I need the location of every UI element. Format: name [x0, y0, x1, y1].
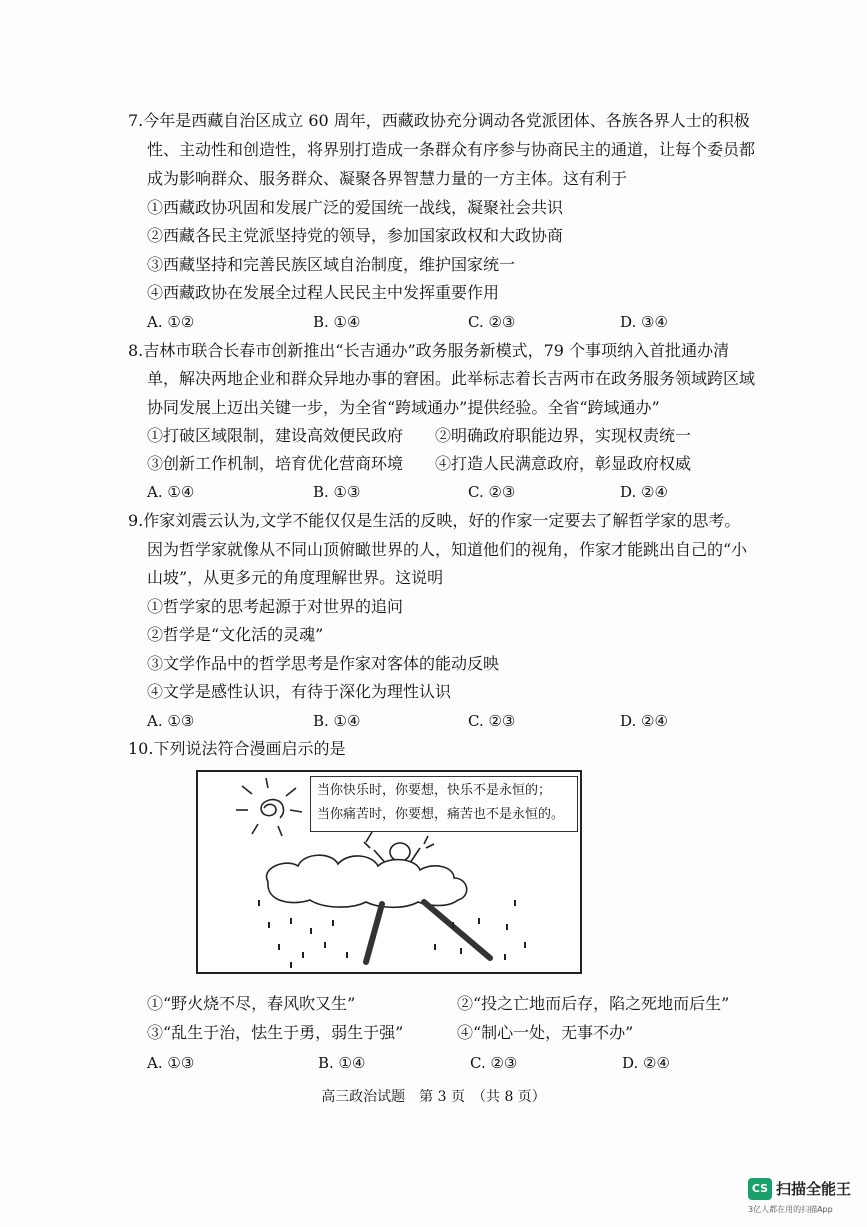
q9-option-c: C. ②③: [468, 712, 516, 730]
q7-option-b: B. ①④: [313, 313, 361, 331]
q10-option-c: C. ②③: [470, 1054, 518, 1072]
q10-option-b: B. ①④: [318, 1054, 366, 1072]
q10-statement: ②“投之亡地而后存，陷之死地而后生”: [457, 994, 730, 1013]
camscanner-logo-icon: CS: [748, 1178, 772, 1200]
speech-bubble: [310, 776, 578, 832]
q9-stem-line: 9.作家刘震云认为,文学不能仅仅是生活的反映，好的作家一定要去了解哲学家的思考。: [128, 511, 741, 530]
q7-statement: ①西藏政协巩固和发展广泛的爱国统一战线，凝聚社会共识: [147, 198, 564, 217]
q10-option-a: A. ①③: [147, 1054, 195, 1072]
q10-option-d: D. ②④: [622, 1054, 670, 1072]
q7-stem-line: 成为影响群众、服务群众、凝聚各界智慧力量的一方主体。这有利于: [147, 169, 628, 188]
q9-option-b: B. ①④: [313, 712, 361, 730]
q7-option-c: C. ②③: [468, 313, 516, 331]
q9-stem-line: 山坡”，从更多元的角度理解世界。这说明: [147, 568, 444, 587]
q10-statement: ①“野火烧不尽，春风吹又生”: [147, 994, 356, 1013]
q10-statement: ④“制心一处，无事不办”: [457, 1023, 634, 1042]
q7-option-d: D. ③④: [620, 313, 668, 331]
q7-option-a: A. ①②: [147, 313, 195, 331]
q8-stem-line: 8.吉林市联合长春市创新推出“长吉通办”政务服务新模式，79 个事项纳入首批通办清: [128, 341, 730, 360]
scanner-watermark: [748, 1176, 860, 1220]
q9-statement: ①哲学家的思考起源于对世界的追问: [147, 597, 404, 616]
q7-statement: ④西藏政协在发展全过程人民民主中发挥重要作用: [147, 283, 500, 302]
q9-option-d: D. ②④: [620, 712, 668, 730]
q8-stem-line: 协同发展上迈出关键一步，为全省“跨域通办”提供经验。全省“跨域通办”: [147, 398, 660, 417]
q7-stem-line: 性、主动性和创造性，将界别打造成一条群众有序参与协商民主的通道，让每个委员都: [147, 140, 756, 159]
q9-stem-line: 因为哲学家就像从不同山顶俯瞰世界的人，知道他们的视角，作家才能跳出自己的“小: [147, 540, 748, 559]
scanner-slogan: 3亿人都在用的扫描App: [748, 1205, 833, 1214]
q10-stem: 10.下列说法符合漫画启示的是: [128, 739, 346, 758]
q9-option-a: A. ①③: [147, 712, 195, 730]
q7-stem-line: 7.今年是西藏自治区成立 60 周年，西藏政协充分调动各党派团体、各族各界人士的积极: [128, 111, 750, 130]
scanner-brand: 扫描全能王: [776, 1180, 852, 1198]
bubble-line: 当你痛苦时，你要想，痛苦也不是永恒的。: [317, 807, 565, 822]
q9-statement: ③文学作品中的哲学思考是作家对客体的能动反映: [147, 654, 500, 673]
q8-option-b: B. ①③: [313, 483, 361, 501]
q8-statement: ①打破区域限制，建设高效便民政府 ②明确政府职能边界，实现权责统一: [147, 426, 692, 445]
q9-statement: ④文学是感性认识，有待于深化为理性认识: [147, 682, 452, 701]
q7-statement: ②西藏各民主党派坚持党的领导，参加国家政权和大政协商: [147, 226, 564, 245]
cloud-icon: [266, 855, 466, 907]
q8-option-a: A. ①④: [147, 483, 195, 501]
sun-icon: [236, 778, 302, 836]
q8-stem-line: 单，解决两地企业和群众异地办事的窘困。此举标志着长吉两市在政务服务领域跨区域: [147, 369, 756, 388]
page-footer: 高三政治试题 第 3 页 （共 8 页）: [321, 1089, 546, 1105]
q7-statement: ③西藏坚持和完善民族区域自治制度，维护国家统一: [147, 255, 516, 274]
q10-statement: ③“乱生于治，怯生于勇，弱生于强”: [147, 1023, 404, 1042]
q8-option-d: D. ②④: [620, 483, 668, 501]
bubble-line: 当你快乐时，你要想，快乐不是永恒的；: [317, 783, 552, 798]
q8-statement: ③创新工作机制，培育优化营商环境 ④打造人民满意政府，彰显政府权威: [147, 454, 692, 473]
legs-figure: [366, 902, 490, 962]
q8-option-c: C. ②③: [468, 483, 516, 501]
q9-statement: ②哲学是“文化活的灵魂”: [147, 625, 324, 644]
